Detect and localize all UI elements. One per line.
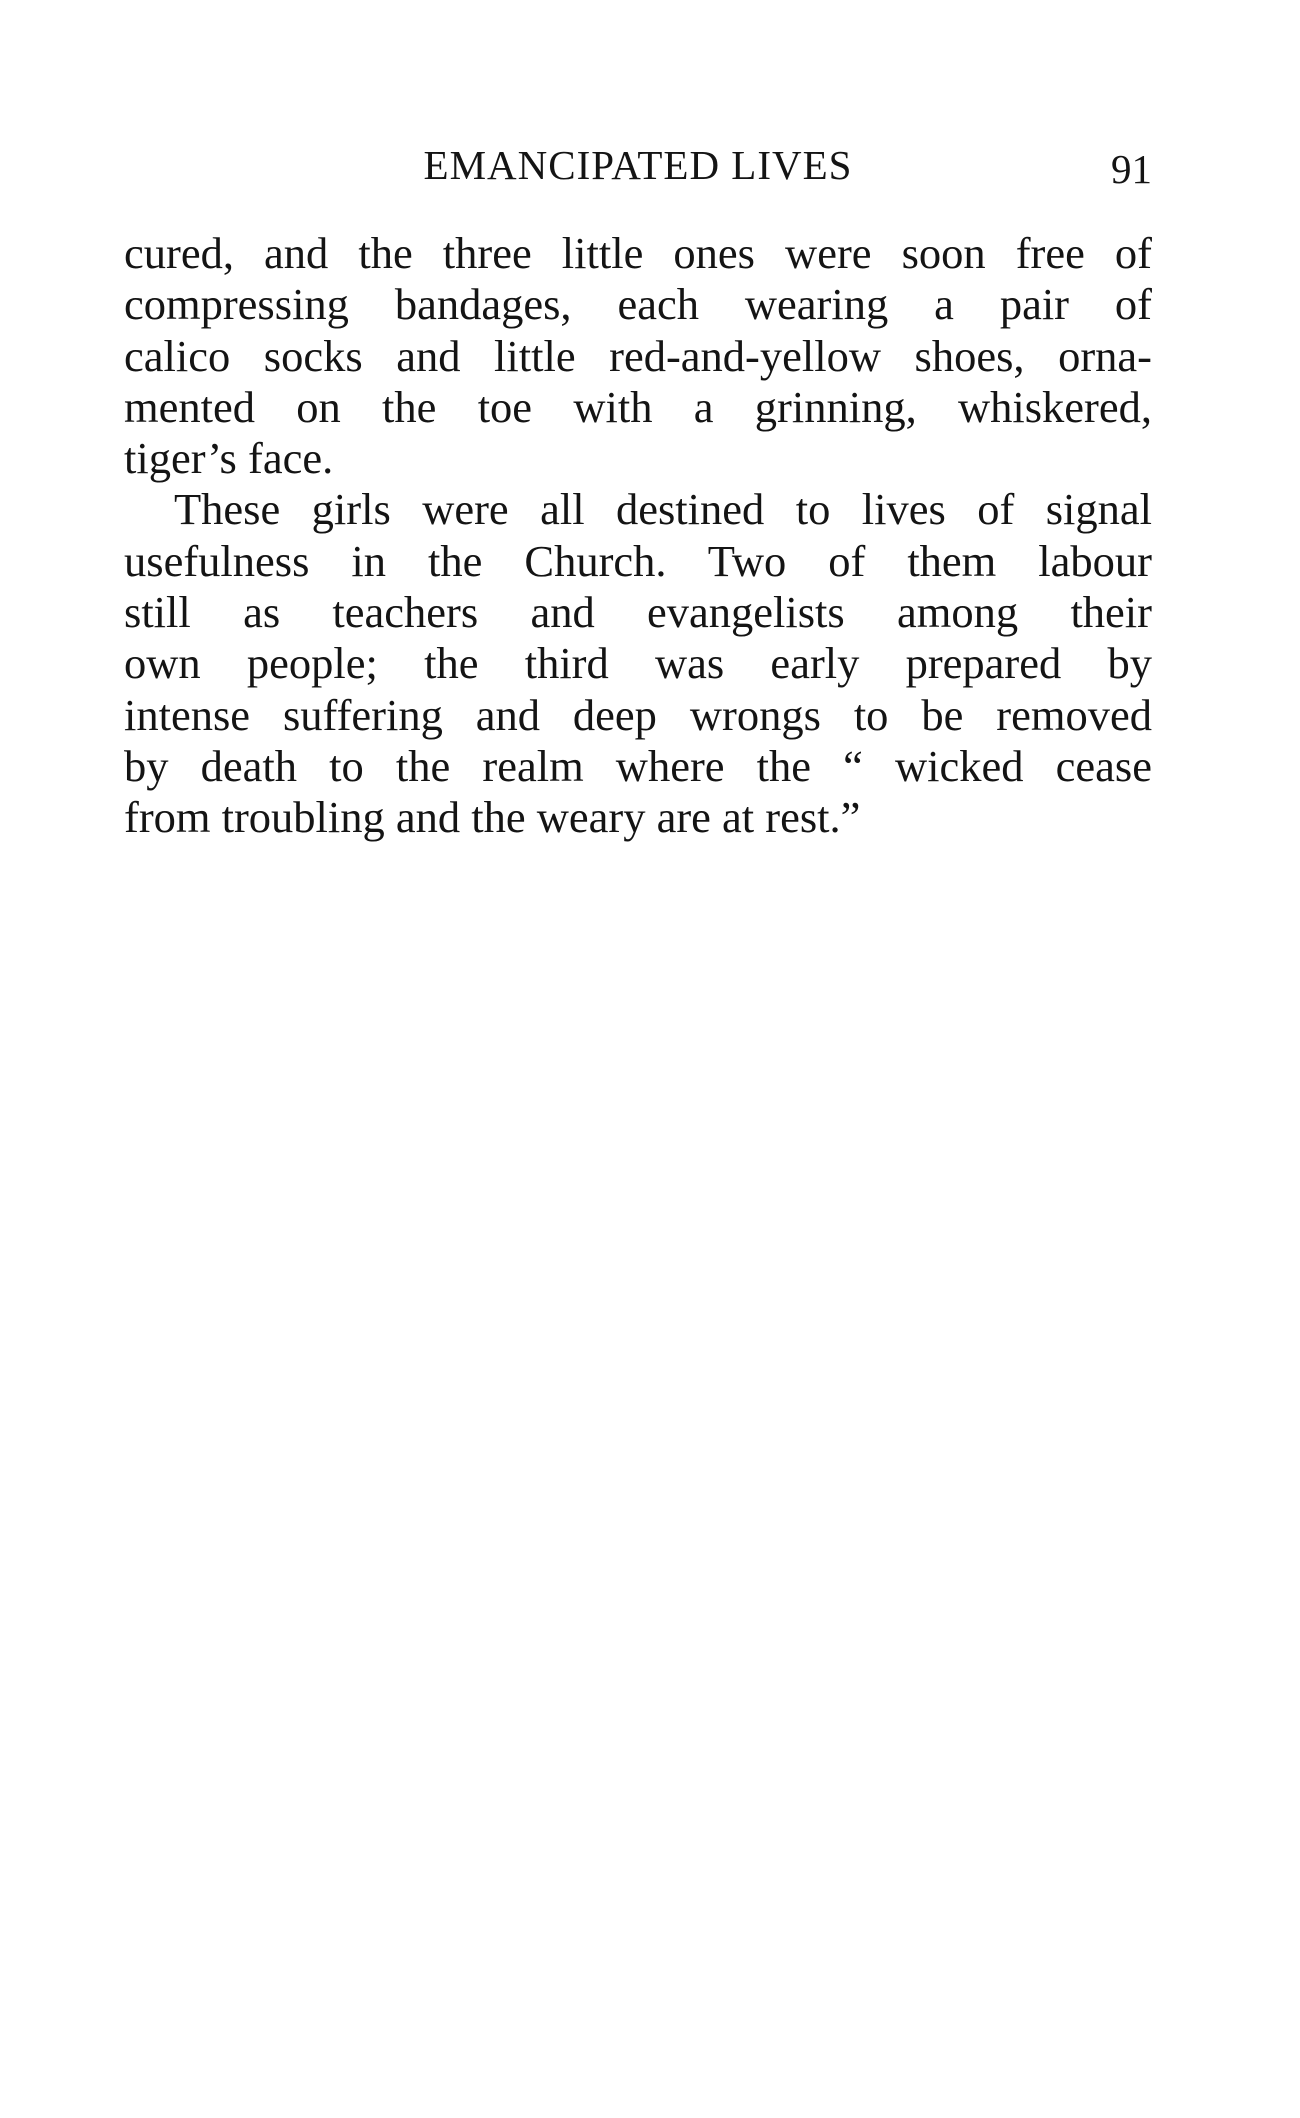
running-title: EMANCIPATED LIVES [423, 142, 853, 188]
paragraph-2 [124, 484, 1152, 843]
text-line: from troubling and the weary are at rest.” [124, 792, 861, 843]
body-text [124, 228, 1152, 844]
text-line: own people; the third was early prepared by [124, 638, 1152, 689]
text-line: cured, and the three little ones were soon free of [124, 228, 1152, 278]
text-line: calico socks and little red-and-yellow shoes, orna- [124, 330, 1152, 381]
text-line: tiger’s face. [124, 433, 334, 484]
text-line: by death to the realm where the “ wicked cease [124, 740, 1152, 791]
running-head [124, 140, 1152, 200]
text-line: compressing bandages, each wearing a pair of [124, 279, 1152, 330]
text-line: These girls were all destined to lives of signal [174, 484, 1152, 535]
page-number: 91 [1111, 146, 1152, 192]
text-line: usefulness in the Church. Two of them labour [124, 535, 1152, 586]
text-line: mented on the toe with a grinning, whiskered, [124, 381, 1152, 432]
paragraph-1 [124, 228, 1152, 484]
text-line: still as teachers and evangelists among their [124, 587, 1152, 638]
text-line: intense suffering and deep wrongs to be removed [124, 689, 1152, 740]
